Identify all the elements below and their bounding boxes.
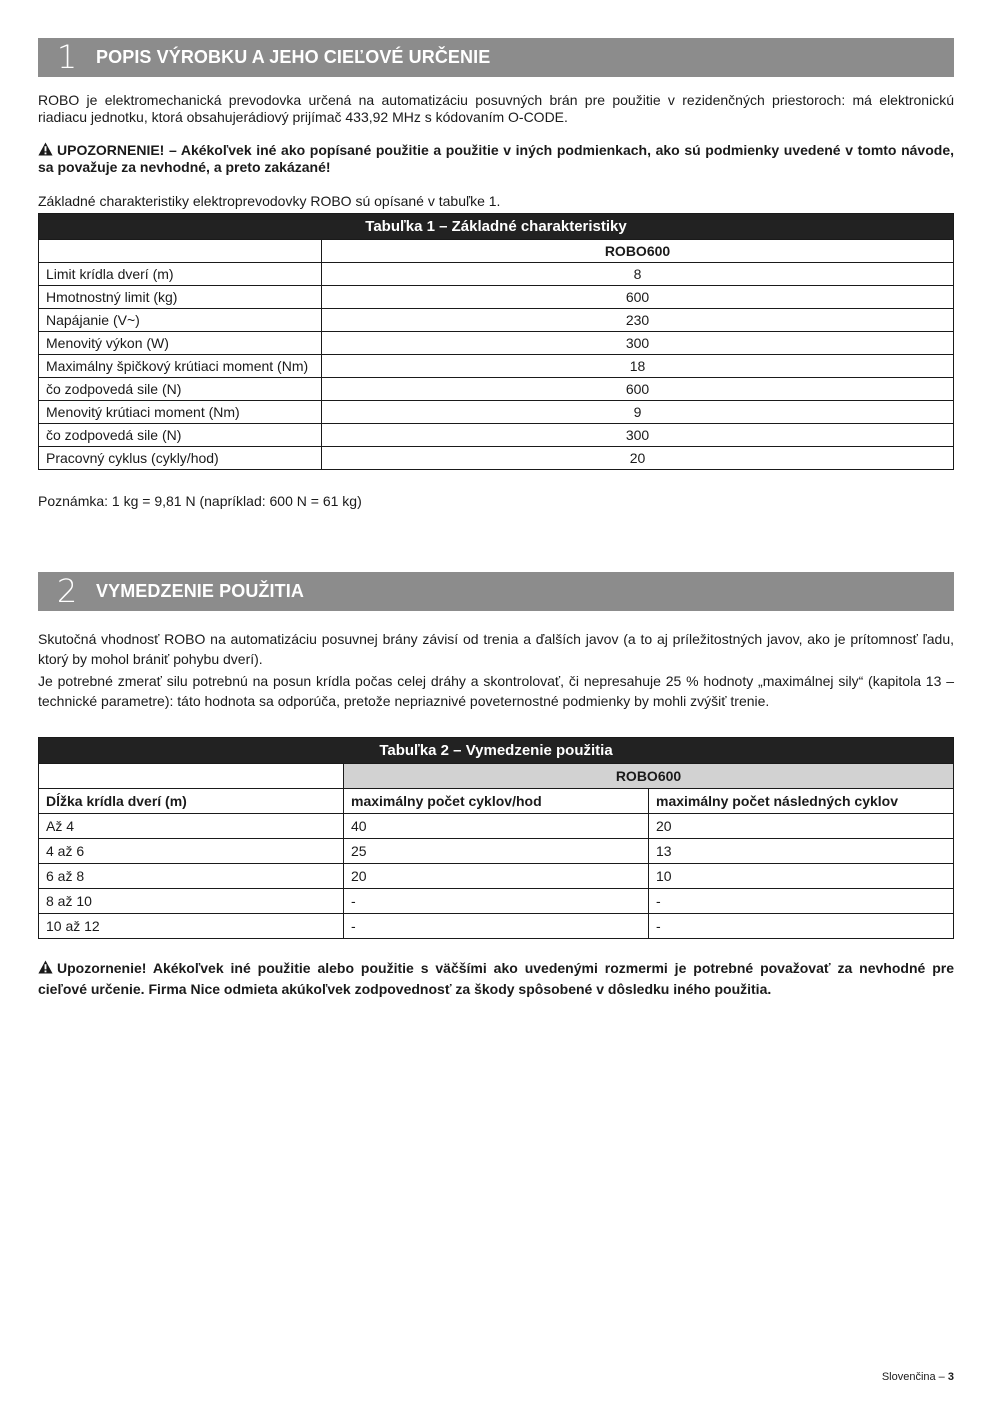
table-row: [39, 401, 954, 424]
table-2-row-cycles-hour: 25: [344, 839, 649, 864]
table-row: [39, 378, 954, 401]
table-2-row-length: 8 až 10: [39, 889, 344, 914]
section-2-header: [38, 572, 954, 611]
table-1-row-label: čo zodpovedá sile (N): [39, 378, 322, 401]
table-2-row-cycles-hour: 40: [344, 814, 649, 839]
section-2-warning-text: Upozornenie! Akékoľvek iné použitie alebo použitie s väčšími ako uvedenými rozmermi je potrebné považovať za nevhodné pre cieľové určenie. Firma Nice odmieta akúkoľvek zodpovednosť za škody spôsobené v dôsledku iného použitia.: [38, 960, 954, 997]
table-1: [38, 213, 954, 470]
section-1-warning-text: UPOZORNENIE! – Akékoľvek iné ako popísané použitie a použitie v iných podmienkach, ako sú podmienky uvedené v tomto návode, sa považuje za nevhodné, a preto zakázané!: [38, 142, 954, 175]
table-2-row-consecutive: -: [649, 889, 954, 914]
table-2-row-cycles-hour: -: [344, 889, 649, 914]
table-row: [39, 309, 954, 332]
table-2-header-cycles-hour: maximálny počet cyklov/hod: [344, 789, 649, 814]
section-1-title: POPIS VÝROBKU A JEHO CIEĽOVÉ URČENIE: [96, 47, 491, 67]
section-1-number: 1: [56, 38, 78, 76]
section-2-paragraph-2: Je potrebné zmerať silu potrebnú na posun krídla počas celej dráhy a skontrolovať, či nepresahuje 25 % hodnoty „maximálnej sily“ (kapitola 13 – technické parametre): táto hodnota sa odporúča, pretože nepriaznivé poveternostné podmienky by mohli zvýšiť trenie.: [38, 673, 954, 709]
table-1-caption: Tabuľka 1 – Základné charakteristiky: [39, 214, 954, 240]
table-row: [39, 286, 954, 309]
table-2-row-consecutive: 13: [649, 839, 954, 864]
table-1-note: Poznámka: 1 kg = 9,81 N (napríklad: 600 N = 61 kg): [38, 493, 362, 509]
table-2-row-length: 10 až 12: [39, 914, 344, 939]
section-2-paragraph-1: Skutočná vhodnosť ROBO na automatizáciu posuvnej brány závisí od trenia a ďalších javov (a to aj príležitostných javov, ako je prítomnosť ľadu, ktorý by mohol brániť pohybu dverí).: [38, 631, 954, 667]
section-2-warning: [38, 958, 954, 1000]
table-row: [39, 889, 954, 914]
footer-language: Slovenčina –: [881, 1371, 945, 1383]
warning-triangle-icon: [38, 142, 53, 156]
table-1-intro: Základné charakteristiky elektroprevodovky ROBO sú opísané v tabuľke 1.: [38, 193, 501, 209]
table-row: [39, 447, 954, 470]
table-1-row-label: Napájanie (V~): [39, 309, 322, 332]
section-2-title: VYMEDZENIE POUŽITIA: [96, 581, 304, 601]
table-1-model-header: ROBO600: [322, 240, 954, 263]
table-2-row-cycles-hour: 20: [344, 864, 649, 889]
table-2-row-length: Až 4: [39, 814, 344, 839]
section-2-number: 2: [56, 572, 78, 610]
table-row: [39, 424, 954, 447]
table-1-row-label: Hmotnostný limit (kg): [39, 286, 322, 309]
table-2-caption: Tabuľka 2 – Vymedzenie použitia: [39, 738, 954, 764]
table-row: [39, 355, 954, 378]
table-1-row-value: 8: [322, 263, 954, 286]
table-2-empty-header: [39, 764, 344, 789]
table-2-row-consecutive: 10: [649, 864, 954, 889]
table-1-empty-header: [39, 240, 322, 263]
footer-page-number: 3: [947, 1371, 954, 1383]
table-1-row-label: Menovitý krútiaci moment (Nm): [39, 401, 322, 424]
table-1-row-value: 18: [322, 355, 954, 378]
section-1-intro: ROBO je elektromechanická prevodovka určená na automatizáciu posuvných brán pre použitie v rezidenčných priestoroch: má elektronickú riadiacu jednotku, ktorá obsahujerádiový prijímač 433,92 MHz s kódovaním O-CODE.: [38, 92, 954, 125]
table-2-model-header: ROBO600: [344, 764, 954, 789]
table-2: [38, 737, 954, 939]
section-1-header: [38, 38, 954, 77]
table-1-row-value: 9: [322, 401, 954, 424]
table-2-row-length: 4 až 6: [39, 839, 344, 864]
table-2-header-consecutive-cycles: maximálny počet následných cyklov: [649, 789, 954, 814]
table-1-row-label: Menovitý výkon (W): [39, 332, 322, 355]
warning-triangle-icon: [38, 960, 53, 974]
table-1-row-value: 300: [322, 424, 954, 447]
table-1-row-value: 20: [322, 447, 954, 470]
table-2-header-length: Dĺžka krídla dverí (m): [39, 789, 344, 814]
table-row: [39, 914, 954, 939]
table-2-row-consecutive: 20: [649, 814, 954, 839]
table-1-row-label: Maximálny špičkový krútiaci moment (Nm): [39, 355, 322, 378]
table-1-row-label: Limit krídla dverí (m): [39, 263, 322, 286]
table-row: [39, 332, 954, 355]
table-row: [39, 864, 954, 889]
table-row: [39, 814, 954, 839]
table-row: [39, 839, 954, 864]
page-footer: [882, 1371, 954, 1383]
table-1-row-value: 230: [322, 309, 954, 332]
table-2-row-length: 6 až 8: [39, 864, 344, 889]
table-1-row-value: 600: [322, 378, 954, 401]
section-1-warning: [38, 142, 954, 176]
table-2-row-cycles-hour: -: [344, 914, 649, 939]
table-2-row-consecutive: -: [649, 914, 954, 939]
table-row: [39, 263, 954, 286]
table-1-row-value: 300: [322, 332, 954, 355]
table-1-row-label: Pracovný cyklus (cykly/hod): [39, 447, 322, 470]
table-1-row-label: čo zodpovedá sile (N): [39, 424, 322, 447]
table-1-row-value: 600: [322, 286, 954, 309]
